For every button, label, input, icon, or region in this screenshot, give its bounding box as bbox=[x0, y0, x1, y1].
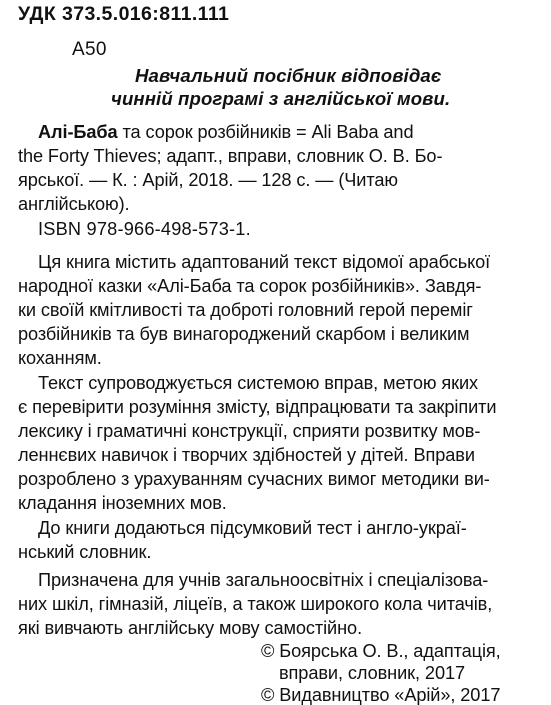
paragraph-line: є перевірити розуміння змісту, відпрацювати та закріпити bbox=[18, 397, 497, 417]
paragraph-line: леннєвих навичок і творчих здібностей у дітей. Вправи bbox=[18, 445, 475, 465]
paragraph-line: лексику і граматичні конструкції, сприяти розвитку мов- bbox=[18, 421, 481, 441]
paragraph-line: Ця книга містить адаптований текст відомої арабської bbox=[38, 252, 491, 272]
isbn-number: ISBN 978-966-498-573-1. bbox=[38, 219, 251, 239]
paragraph-line: Призначена для учнів загальноосвітніх і спеціалізова- bbox=[38, 570, 489, 590]
paragraph-line: кладання іноземних мов. bbox=[18, 493, 227, 513]
copyright-line-1: © Боярська О. В., адаптація, bbox=[261, 641, 501, 661]
bibliographic-entry-line-4: англійською). bbox=[18, 194, 130, 214]
paragraph-line: ки своїй кмітливості та доброті головний герой переміг bbox=[18, 300, 473, 320]
approval-note-line-2: чинній програмі з англійської мови. bbox=[111, 88, 451, 109]
paragraph-line: коханням. bbox=[18, 348, 102, 368]
paragraph-line: які вивчають англійську мову самостійно. bbox=[18, 618, 363, 638]
udk-code: УДК 373.5.016:811.111 bbox=[18, 3, 230, 25]
paragraph-line: розбійників та був винагороджений скарбом і великим bbox=[18, 324, 470, 344]
paragraph-line: До книги додаються підсумковий тест і англо-украї- bbox=[38, 518, 467, 538]
bibliographic-entry-line-2: the Forty Thieves; адапт., вправи, словник О. В. Бо- bbox=[18, 146, 443, 166]
bibliographic-title-rest: та сорок розбійників = Ali Baba and bbox=[117, 122, 414, 142]
author-mark-code: А50 bbox=[72, 39, 107, 60]
paragraph-line: народної казки «Алі-Баба та сорок розбійників». Завдя- bbox=[18, 276, 482, 296]
book-title: Алі-Баба bbox=[38, 122, 118, 142]
bibliographic-entry-line-3: ярської. — К. : Арій, 2018. — 128 с. — (Читаю bbox=[18, 170, 398, 190]
paragraph-line: Текст супроводжується системою вправ, метою яких bbox=[38, 373, 479, 393]
paragraph-line: нський словник. bbox=[18, 542, 152, 562]
bibliographic-entry-line-1 bbox=[38, 122, 528, 142]
copyright-line-2: вправи, словник, 2017 bbox=[279, 663, 465, 683]
paragraph-line: них шкіл, гімназій, ліцеїв, а також широкого кола читачів, bbox=[18, 594, 493, 614]
paragraph-line: розроблено з урахуванням сучасних вимог методики ви- bbox=[18, 469, 490, 489]
approval-note-line-1: Навчальний посібник відповідає bbox=[135, 65, 442, 86]
copyright-line-3: © Видавництво «Арій», 2017 bbox=[261, 685, 501, 705]
